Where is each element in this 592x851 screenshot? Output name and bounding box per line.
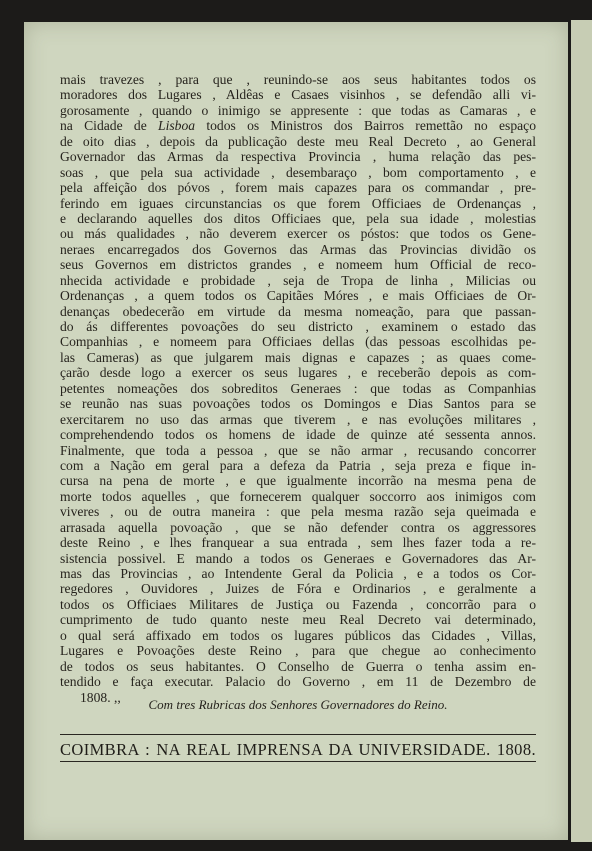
text-line: e declarando aquelles dos ditos Officiaes que, pela sua idade , molestias (60, 210, 536, 226)
text-line: comprehendendo todos os homens de idade de quinze até sessenta annos. (60, 427, 536, 443)
text-line: cumprimento de tudo quanto neste meu Real Decreto vai determinado, (60, 612, 536, 628)
text-line: do ás differentes povoações do seu districto , examinem o estado das (60, 319, 536, 334)
text-line: petentes nomeações dos sobreditos Generaes : que todas as Companhias (60, 380, 536, 396)
text-line: Companhias , e nomeem para Officiaes dellas (das pessoas escolhidas pe- (60, 334, 536, 350)
text-line: de todos os seus habitantes. O Conselho de Guerra o tenha assim en- (60, 658, 536, 674)
text-line: deste Reino , e lhes franquear a sua entrada , sem lhes fazer toda a re- (60, 535, 536, 551)
text-line: regedores , Ouvidores , Juizes de Fóra e Ordinarios , e geralmente a (60, 581, 536, 597)
text-line: gorosamente , quando o inimigo se appresente : que todas as Camaras , e (60, 102, 536, 118)
adjacent-page-edge (571, 20, 592, 842)
text-line: Finalmente, que toda a pessoa , que se não armar , recusando concorrer (60, 442, 536, 458)
imprint-rule-bottom (60, 761, 536, 762)
text-line: o qual será affixado em todos os lugares públicos das Cidades , Villas, (60, 627, 536, 643)
imprint-line: COIMBRA : NA REAL IMPRENSA DA UNIVERSIDADE. 1808. (60, 740, 536, 759)
text-line: mais travezes , para que , reunindo-se aos seus habitantes todos os (60, 72, 536, 87)
text-line: morte todos aquelles , que fornecerem qualquer soccorro aos inimigos com (60, 488, 536, 504)
text-line: Ordenanças , a quem todos os Capitães Móres , e mais Officiaes de Or- (60, 288, 536, 304)
text-line: moradores dos Lugares , Aldêas e Casaes visinhos , se defendão alli vi- (60, 87, 536, 103)
text-line: neraes encarregados dos Governos das Armas das Provincias dividão os (60, 241, 536, 257)
signature-line: Com tres Rubricas dos Senhores Governadores do Reino. (148, 697, 448, 712)
text-line: tendido e faça executar. Palacio do Governo , em 11 de Dezembro de (60, 674, 536, 690)
text-line: seus Governos em districtos grandes , e nomeem hum Official de reco- (60, 257, 536, 273)
text-line: Lugares e Povoações deste Reino , para que chegue ao conhecimento (60, 643, 536, 659)
text-line: denanças obedecerão em virtude da mesma nomeação, para que passan- (60, 303, 536, 319)
text-line: sistencia possivel. E mando a todos os Generaes e Governadores das Ar- (60, 550, 536, 566)
text-line: de oito dias , depois da publicação deste meu Real Decreto , ao General (60, 133, 536, 149)
text-line: na Cidade de Lisboa todos os Ministros dos Bairros remettão no espaço (60, 118, 536, 134)
text-line: todos os Officiaes Militares de Justiça ou Fazenda , concorrão para o (60, 596, 536, 612)
text-line: pela affeição dos póvos , forem mais capazes para os commandar , pre- (60, 180, 536, 196)
text-line: mas das Provincias , ao Intendente Geral da Policia , e a todos os Cor- (60, 566, 536, 581)
imprint-rule-top (60, 734, 536, 735)
italic-place-name: Lisboa (158, 118, 196, 134)
text-line: 1808. ,, (80, 689, 121, 705)
text-line: ferindo em iguaes circunstancias os que forem Officiaes de Ordenanças , (60, 195, 536, 211)
text-line: viveres , ou de outra maneira : que pela mesma razão seja queimada e (60, 504, 536, 520)
text-line: soas , que pela sua actividade , desembaraço , bom comportamento , e (60, 164, 536, 180)
text-line: exercitarem no uso das armas que tiverem , e nas evoluções militares , (60, 411, 536, 427)
decree-body-text (60, 72, 536, 705)
text-line: nhecida actividade e probidade , seja de Tropa de linha , Milicias ou (60, 272, 536, 288)
text-line: Governador das Armas da respectiva Provincia , huma relação das pes- (60, 149, 536, 165)
text-line: cursa na pena de morte , e que igualmente incorrão na mesma pena de (60, 473, 536, 489)
text-line: ou más qualidades , não deverem exercer os póstos: que todos os Gene- (60, 226, 536, 242)
text-line: arrasada aquella povoação , que se não defender contra os aggressores (60, 519, 536, 535)
text-line: se reunão nas suas povoações todos os Domingos e Dias Santos para se (60, 396, 536, 412)
text-line: las Cameras) as que julgarem mais dignas e capazes ; as quaes come- (60, 349, 536, 365)
text-line: çarão desde logo a exercer os seus lugares , e receberão depois as com- (60, 365, 536, 381)
text-line: com a Nação em geral para a defeza da Patria , seja preza e fique in- (60, 457, 536, 473)
